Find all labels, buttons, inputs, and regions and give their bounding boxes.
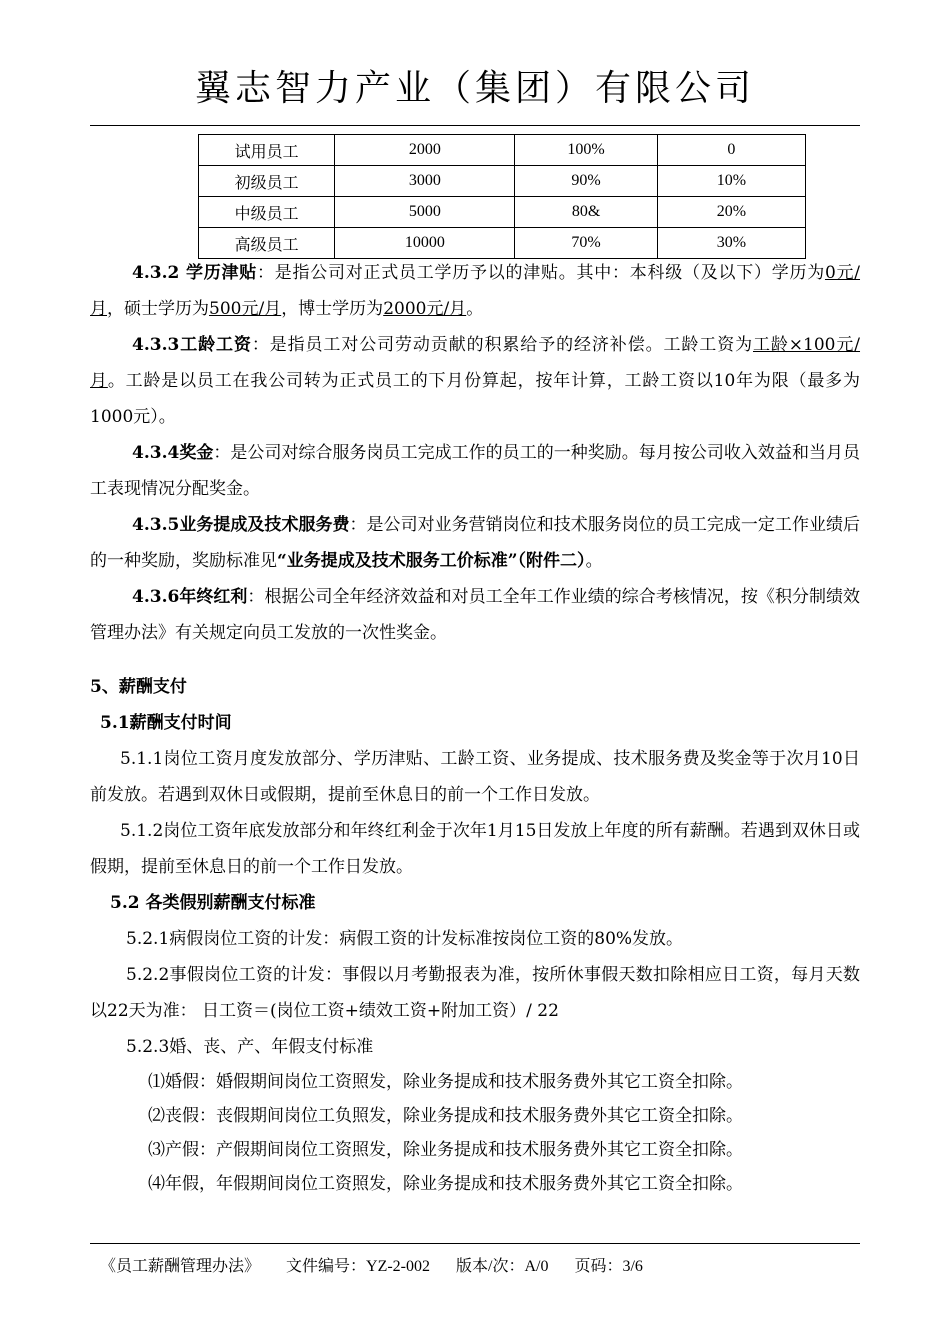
document-body — [90, 255, 860, 1201]
table-cell: 80& — [515, 197, 657, 228]
table-cell: 3000 — [335, 166, 515, 197]
table-cell: 5000 — [335, 197, 515, 228]
section-heading-5-2: 5.2 各类假别薪酬支付标准 — [110, 893, 316, 913]
body-text: ，博士学历为 — [281, 299, 384, 319]
table-row — [199, 135, 806, 166]
paragraph-5-2-2: 5.2.2事假岗位工资的计发：事假以月考勤报表为准，按所休事假天数扣除相应日工资，每月天数以22天为准： 日工资＝(岗位工资+绩效工资+附加工资）/ 22 — [90, 965, 860, 1021]
table-row — [199, 166, 806, 197]
paragraph-5-2-3: 5.2.3婚、丧、产、年假支付标准 — [126, 1037, 374, 1057]
footer-version: 版本/次：A/0 — [456, 1258, 549, 1275]
grade-table — [198, 134, 806, 259]
list-item: ⑶产假：产假期间岗位工资照发，除业务提成和技术服务费外其它工资全扣除。 — [148, 1140, 743, 1160]
table-cell: 试用员工 — [199, 135, 335, 166]
table-cell: 高级员工 — [199, 228, 335, 259]
table-cell: 初级员工 — [199, 166, 335, 197]
section-number: 4.3.4 — [132, 443, 180, 463]
table-row — [199, 228, 806, 259]
section-number: 4.3.6 — [132, 587, 180, 607]
company-title: 翼志智力产业（集团）有限公司 — [194, 68, 755, 109]
body-text: 。工龄是以员工在我公司转为正式员工的下月份算起，按年计算，工龄工资以10年为限（最多为1000元）。 — [90, 371, 860, 427]
body-text: ：是指公司对正式员工学历予以的津贴。其中：本科级（及以下）学历为 — [257, 263, 825, 283]
header-rule — [90, 125, 860, 126]
section-title: 年终红利 — [179, 587, 248, 607]
section-title: 业务提成及技术服务费 — [179, 515, 350, 535]
paragraph-4-3-2 — [90, 255, 860, 327]
body-text: ：是公司对业务营销岗位和技术服务岗位的员工完成一定工作业绩后的一种奖励，奖励标准见 — [90, 515, 861, 571]
underlined-value: 500元/月 — [209, 299, 282, 319]
underlined-value: 工龄×100元/月 — [90, 335, 861, 391]
table-row — [199, 197, 806, 228]
section-heading-5-1: 5.1薪酬支付时间 — [100, 713, 232, 733]
underlined-value: 0元/月 — [90, 263, 861, 319]
section-number: 4.3.2 — [132, 263, 186, 283]
underlined-value: 2000元/月 — [383, 299, 467, 319]
table-cell: 中级员工 — [199, 197, 335, 228]
table-cell: 10% — [657, 166, 805, 197]
paragraph-4-3-3 — [90, 327, 860, 435]
table-cell: 10000 — [335, 228, 515, 259]
footer-rule — [90, 1243, 860, 1244]
table-cell: 100% — [515, 135, 657, 166]
body-text: ：是指员工对公司劳动贡献的积累给予的经济补偿。工龄工资为 — [251, 335, 753, 355]
section-title: 工龄工资 — [179, 335, 252, 355]
body-text: 。 — [466, 299, 484, 319]
footer-document-name: 《员工薪酬管理办法》 — [100, 1258, 261, 1275]
list-item: ⑷年假，年假期间岗位工资照发，除业务提成和技术服务费外其它工资全扣除。 — [148, 1174, 743, 1194]
list-item: ⑵丧假：丧假期间岗位工负照发，除业务提成和技术服务费外其它工资全扣除。 — [148, 1106, 743, 1126]
paragraph-4-3-6 — [90, 579, 860, 651]
paragraph-4-3-4 — [90, 435, 860, 507]
footer-file-number: 文件编号：YZ-2-002 — [286, 1258, 431, 1275]
section-title: 学历津贴 — [186, 263, 257, 283]
table-cell: 0 — [657, 135, 805, 166]
paragraph-5-1-1: 5.1.1岗位工资月度发放部分、学历津贴、工龄工资、业务提成、技术服务费及奖金等于次月10日前发放。若遇到双休日或假期，提前至休息日的前一个工作日发放。 — [90, 749, 860, 805]
table-cell: 2000 — [335, 135, 515, 166]
section-heading-5: 5、薪酬支付 — [90, 677, 187, 697]
table-cell: 20% — [657, 197, 805, 228]
section-title: 奖金 — [179, 443, 214, 463]
paragraph-4-3-5 — [90, 507, 860, 579]
paragraph-5-1-2: 5.1.2岗位工资年底发放部分和年终红利金于次年1月15日发放上年度的所有薪酬。若遇到双休日或假期，提前至休息日的前一个工作日发放。 — [90, 821, 860, 877]
body-text: ，硕士学历为 — [107, 299, 209, 319]
body-text: 。 — [585, 551, 603, 571]
section-number: 4.3.3 — [132, 335, 180, 355]
table-cell: 70% — [515, 228, 657, 259]
footer-page-number: 页码：3/6 — [574, 1258, 643, 1275]
list-item: ⑴婚假：婚假期间岗位工资照发，除业务提成和技术服务费外其它工资全扣除。 — [148, 1072, 743, 1092]
body-text: ：根据公司全年经济效益和对员工全年工作业绩的综合考核情况，按《积分制绩效管理办法》有关规定向员工发放的一次性奖金。 — [90, 587, 861, 643]
table-cell: 90% — [515, 166, 657, 197]
body-text: ：是公司对综合服务岗员工完成工作的员工的一种奖励。每月按公司收入效益和当月员工表现情况分配奖金。 — [90, 443, 861, 499]
page-footer — [100, 1253, 669, 1276]
attachment-reference: “业务提成及技术服务工价标准”（附件二） — [277, 551, 586, 571]
paragraph-5-2-1: 5.2.1病假岗位工资的计发：病假工资的计发标准按岗位工资的80%发放。 — [126, 929, 684, 949]
table-cell: 30% — [657, 228, 805, 259]
section-number: 4.3.5 — [132, 515, 180, 535]
